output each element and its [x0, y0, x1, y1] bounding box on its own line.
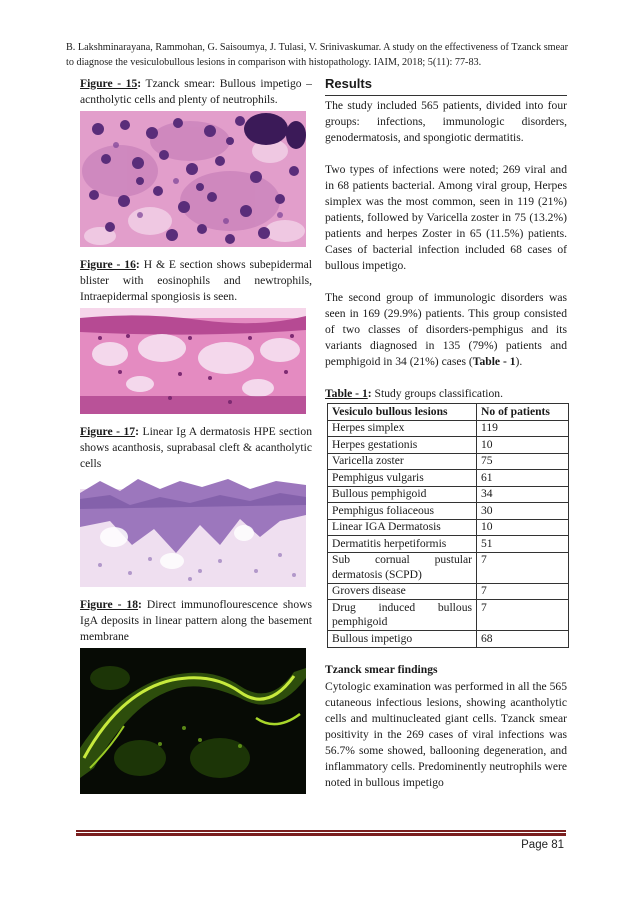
patients-cell: 7	[477, 583, 569, 600]
lesion-cell: Pemphigus foliaceous	[328, 503, 477, 520]
results-heading: Results	[325, 76, 567, 96]
left-column	[80, 76, 312, 794]
table-label: Table - 1	[325, 387, 368, 400]
lesion-cell: Bullous pemphigoid	[328, 486, 477, 503]
patients-cell: 10	[477, 437, 569, 454]
table-row	[328, 519, 569, 536]
patients-cell: 51	[477, 536, 569, 553]
lesion-cell: Herpes simplex	[328, 420, 477, 437]
figure-caption-text: Tzanck smear: Bullous impetigo – acntholytic cells and plenty of neutrophils.	[80, 77, 312, 106]
table-row	[328, 552, 569, 583]
patients-cell: 34	[477, 486, 569, 503]
table-row	[328, 631, 569, 648]
table-row	[328, 583, 569, 600]
table-row	[328, 470, 569, 487]
patients-cell: 7	[477, 600, 569, 631]
results-paragraph-1: The study included 565 patients, divided into four groups: infections, immunologic disorders, genodermatosis, and spongiotic dermatitis.	[325, 99, 567, 144]
tzanck-heading: Tzanck smear findings	[325, 662, 438, 676]
running-header	[66, 40, 574, 70]
table-header-cell: Vesiculo bullous lesions	[328, 404, 477, 421]
figure-15-caption: Figure - 15: Tzanck smear: Bullous impetigo – acntholytic cells and plenty of neutrophils.	[80, 77, 312, 106]
lesion-cell: Bullous impetigo	[328, 631, 477, 648]
figure-label: Figure - 18	[80, 598, 139, 611]
table-header-cell: No of patients	[477, 404, 569, 421]
footer-rule	[76, 833, 566, 836]
table-caption: Table - 1: Study groups classification.	[325, 387, 504, 400]
figure-label: Figure - 17	[80, 425, 136, 438]
patients-cell: 68	[477, 631, 569, 648]
figure-label: Figure - 16	[80, 258, 136, 271]
figure-caption-text: Linear Ig A dermatosis HPE section shows acanthosis, suprabasal cleft & acantholytic cells	[80, 425, 312, 470]
table-row	[328, 503, 569, 520]
footer-rule	[76, 830, 566, 832]
lesion-cell: Dermatitis herpetiformis	[328, 536, 477, 553]
table-row	[328, 437, 569, 454]
figure-16-caption: Figure - 16: H & E section shows subepidermal blister with eosinophils and newtrophils, Intraepidermal spongiosis is seen.	[80, 258, 312, 303]
table-header-row	[328, 404, 569, 421]
figure-label: Figure - 15	[80, 77, 138, 90]
study-groups-table	[327, 403, 569, 648]
lesion-cell: Grovers disease	[328, 583, 477, 600]
patients-cell: 75	[477, 453, 569, 470]
citation-text: B. Lakshminarayana, Rammohan, G. Saisoumya, J. Tulasi, V. Srinivaskumar. A study on the effectiveness of Tzanck smear to diagnose the vesiculobullous lesions in comparison with histopathology. IAIM, 2018; 5(11): 77-83.	[66, 42, 569, 68]
figure-17-caption: Figure - 17: Linear Ig A dermatosis HPE section shows acanthosis, suprabasal cleft & acantholytic cells	[80, 425, 312, 470]
figure-16-image	[80, 308, 306, 414]
page-footer	[76, 830, 566, 854]
table-row	[328, 600, 569, 631]
lesion-cell: Varicella zoster	[328, 453, 477, 470]
table-row	[328, 453, 569, 470]
page-number: Page 81	[521, 839, 564, 851]
results-paragraph-2: Two types of infections were noted; 269 viral and in 68 patients bacterial. Among viral group, Herpes simplex was the most common, seen in 119 (21%) patients, followed by Varicella zoster in 75 (13.2%) patients and herpes Zoster in 65 (11.5%) patients. Cases of bacterial infection included 68 cases of bullous impetigo.	[325, 163, 567, 272]
patients-cell: 7	[477, 552, 569, 583]
figure-17-image	[80, 475, 306, 587]
right-column	[325, 76, 567, 791]
figure-18-caption: Figure - 18: Direct immunoflourescence shows IgA deposits in linear pattern along the basement membrane	[80, 598, 312, 643]
table-row	[328, 486, 569, 503]
lesion-cell: Drug induced bullous pemphigoid	[328, 600, 477, 631]
table-reference: Table - 1	[472, 355, 516, 368]
table-row	[328, 420, 569, 437]
patients-cell: 119	[477, 420, 569, 437]
figure-15-image	[80, 111, 306, 247]
lesion-cell: Pemphigus vulgaris	[328, 470, 477, 487]
table-body	[328, 420, 569, 647]
figure-18-image	[80, 648, 306, 794]
figure-caption-text: Direct immunoflourescence shows IgA deposits in linear pattern along the basement membrane	[80, 598, 312, 643]
patients-cell: 61	[477, 470, 569, 487]
lesion-cell: Linear IGA Dermatosis	[328, 519, 477, 536]
table-row	[328, 536, 569, 553]
figure-caption-text: H & E section shows subepidermal blister with eosinophils and newtrophils, Intraepidermal spongiosis is seen.	[80, 258, 312, 303]
patients-cell: 10	[477, 519, 569, 536]
patients-cell: 30	[477, 503, 569, 520]
results-paragraph-3: The second group of immunologic disorders was seen in 169 (29.9%) patients. This group consisted of two classes of disorders-pemphigus and its variants diagnosed in 135 (79%) patients and pemphigoid in 34 (21%) cases (Table - 1).	[325, 291, 567, 368]
lesion-cell: Herpes gestationis	[328, 437, 477, 454]
tzanck-paragraph: Cytologic examination was performed in all the 565 cutaneous infectious lesions, showing acantholytic cells and multinucleated giant cells. Tzanck smear positivity in the 269 cases of viral infections was 56.7% some showed, ballooning degeneration, and inflammatory cells. Predominently neutrophils were noted in bullous impetigo	[325, 679, 567, 789]
lesion-cell: Sub cornual pustular dermatosis (SCPD)	[328, 552, 477, 583]
